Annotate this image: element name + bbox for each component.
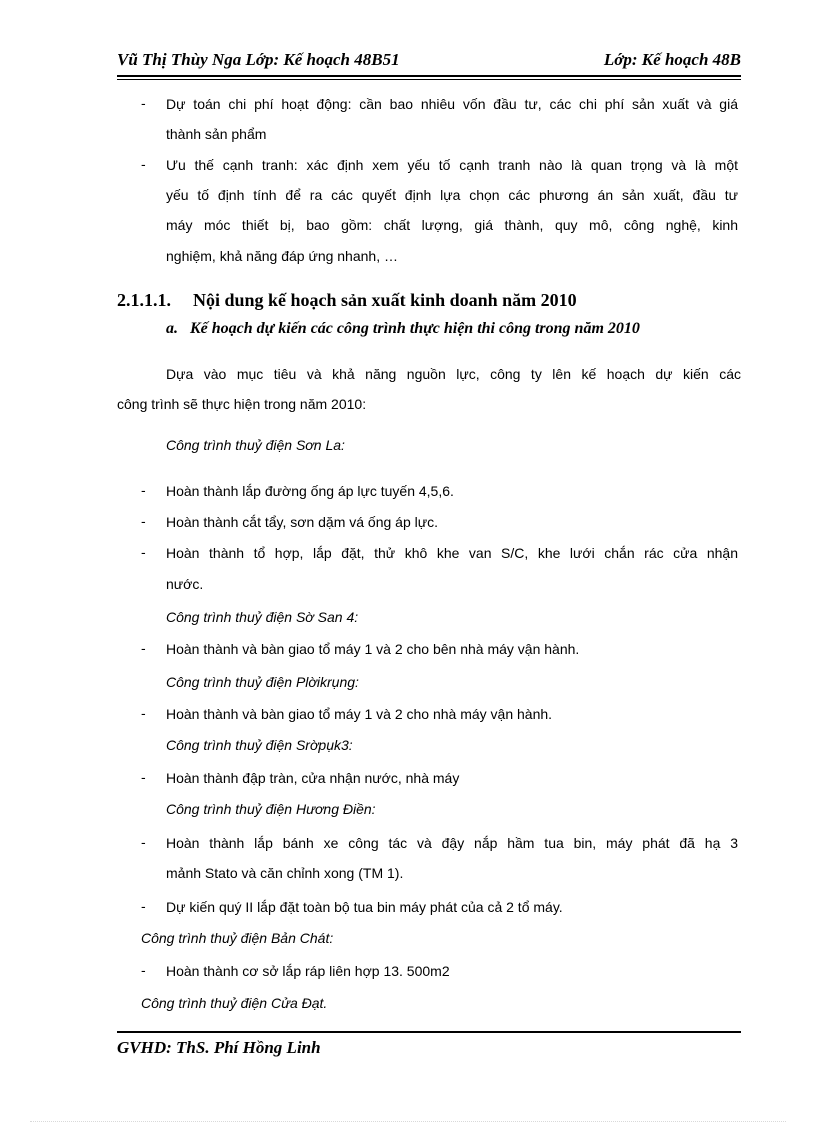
bullet-dash: -: [141, 962, 146, 978]
list-item-line: thành sản phẩm: [166, 126, 267, 142]
list-item-line: Hoàn thành lắp đường ống áp lực tuyến 4,5,6.: [166, 483, 454, 499]
page-edge-dotted-line: [30, 1121, 786, 1122]
section-heading: [117, 290, 577, 311]
list-item-line: Hoàn thành tổ hợp, lắp đặt, thử khô khe van S/C, khe lưới chắn rác cửa nhận: [166, 545, 738, 561]
list-item-line: nghiệm, khả năng đáp ứng nhanh, …: [166, 248, 398, 264]
bullet-dash: -: [141, 834, 146, 850]
section-number: 2.1.1.1.: [117, 290, 171, 310]
header-rule-thin: [117, 79, 741, 80]
bullet-dash: -: [141, 544, 146, 560]
subsection-title: Kế hoạch dự kiến các công trình thực hiện thi công trong năm 2010: [190, 320, 640, 337]
list-item-line: Ưu thế cạnh tranh: xác định xem yếu tố cạnh tranh nào là quan trọng và là một: [166, 157, 738, 173]
list-item-line: nước.: [166, 576, 204, 592]
project-title: Công trình thuỷ điện Hương Điền:: [166, 801, 376, 817]
intro-line: công trình sẽ thực hiện trong năm 2010:: [117, 396, 367, 412]
header-class: Lớp: Kế hoạch 48B: [603, 50, 741, 69]
list-item-line: Hoàn thành cơ sở lắp ráp liên hợp 13. 500m2: [166, 963, 450, 979]
bullet-dash: -: [141, 156, 146, 172]
bullet-dash: -: [141, 95, 146, 111]
bullet-dash: -: [141, 513, 146, 529]
list-item-line: Hoàn thành cắt tẩy, sơn dặm vá ống áp lực.: [166, 514, 439, 530]
list-item-line: yếu tố định tính để ra các quyết định lựa chọn các phương án sản xuất, đầu tư: [166, 187, 738, 203]
page-footer: GVHD: ThS. Phí Hồng Linh: [117, 1038, 321, 1057]
header-author-class: Vũ Thị Thùy Nga Lớp: Kế hoạch 48B51: [117, 50, 400, 69]
subsection-letter: a.: [166, 320, 178, 337]
subsection-heading: [166, 320, 640, 338]
section-title: Nội dung kế hoạch sản xuất kinh doanh năm 2010: [193, 290, 577, 310]
project-title: Công trình thuỷ điện Plờikrụng:: [166, 674, 359, 690]
bullet-dash: -: [141, 640, 146, 656]
project-title: Công trình thuỷ điện Sơn La:: [166, 437, 345, 453]
project-title: Công trình thuỷ điện Srờpụk3:: [166, 737, 353, 753]
bullet-dash: -: [141, 769, 146, 785]
project-title: Công trình thuỷ điện Sờ San 4:: [166, 609, 359, 625]
list-item-line: Dự toán chi phí hoạt động: cần bao nhiêu vốn đầu tư, các chi phí sản xuất và giá: [166, 96, 738, 112]
project-title: Công trình thuỷ điện Cửa Đạt.: [141, 995, 328, 1011]
list-item-line: máy móc thiết bị, bao gồm: chất lượng, giá thành, quy mô, công nghệ, kinh: [166, 217, 738, 233]
list-item-line: Hoàn thành lắp bánh xe công tác và đậy nắp hầm tua bin, máy phát đã hạ 3: [166, 835, 738, 851]
list-item-line: Dự kiến quý II lắp đặt toàn bộ tua bin máy phát của cả 2 tổ máy.: [166, 899, 563, 915]
footer-rule: [117, 1031, 741, 1033]
intro-line: Dựa vào mục tiêu và khả năng nguồn lực, công ty lên kế hoạch dự kiến các: [166, 366, 741, 382]
header-rule: [117, 75, 741, 77]
bullet-dash: -: [141, 898, 146, 914]
bullet-dash: -: [141, 705, 146, 721]
list-item-line: Hoàn thành đập tràn, cửa nhận nước, nhà máy: [166, 770, 460, 786]
list-item-line: mảnh Stato và căn chỉnh xong (TM 1).: [166, 865, 404, 881]
page-header: [117, 48, 741, 74]
list-item-line: Hoàn thành và bàn giao tổ máy 1 và 2 cho nhà máy vận hành.: [166, 706, 553, 722]
bullet-dash: -: [141, 482, 146, 498]
project-title: Công trình thuỷ điện Bản Chát:: [141, 930, 334, 946]
list-item-line: Hoàn thành và bàn giao tổ máy 1 và 2 cho bên nhà máy vận hành.: [166, 641, 580, 657]
